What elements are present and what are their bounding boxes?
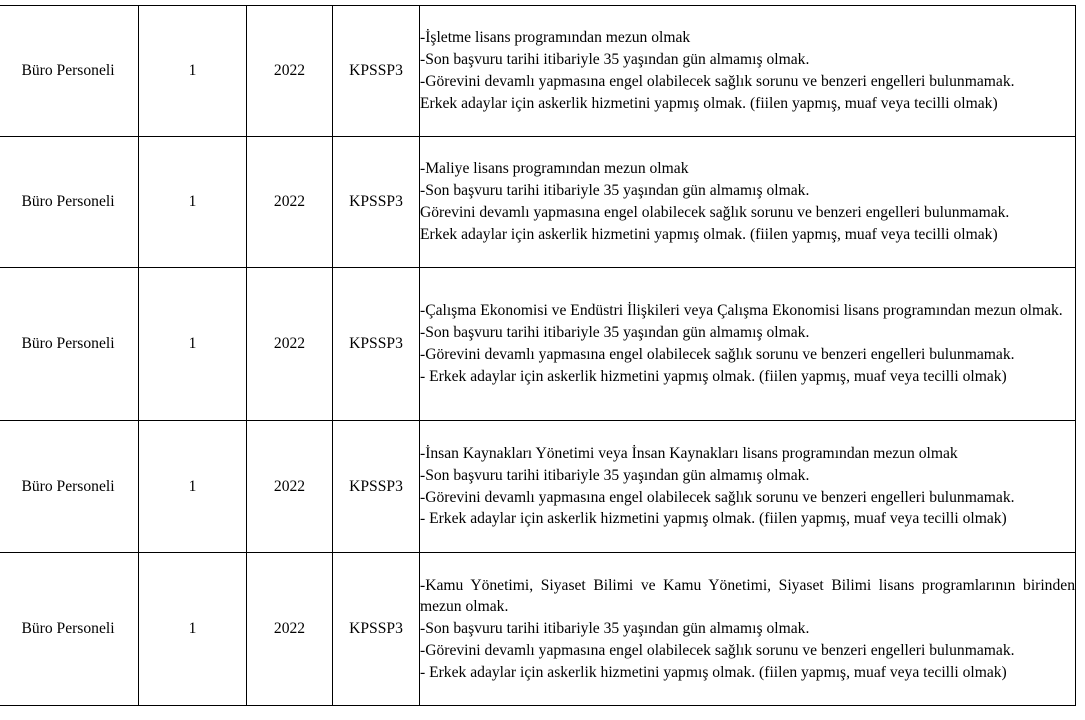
requirement-line: -İşletme lisans programından mezun olmak <box>420 29 691 47</box>
exam-cell: KPSSP3 <box>333 137 420 268</box>
year-cell: 2022 <box>247 268 333 421</box>
requirement-line: -Görevini devamlı yapmasına engel olabilecek sağlık sorunu ve benzeri engelleri bulunmamak. <box>420 346 1015 363</box>
count-cell: 1 <box>139 268 247 421</box>
requirement-line: - Erkek adaylar için askerlik hizmetini yapmış olmak. (fiilen yapmış, muaf veya tecilli olmak) <box>420 510 1007 528</box>
job-requirements-table <box>0 5 1076 706</box>
requirements-cell <box>420 137 1076 268</box>
count-cell: 1 <box>139 6 247 137</box>
requirement-line: - Erkek adaylar için askerlik hizmetini yapmış olmak. (fiilen yapmış, muaf veya tecilli olmak) <box>420 663 1007 681</box>
position-cell: Büro Personeli <box>0 6 139 137</box>
requirement-line: - Erkek adaylar için askerlik hizmetini yapmış olmak. (fiilen yapmış, muaf veya tecilli olmak) <box>420 367 1007 385</box>
table-row <box>0 6 1076 137</box>
position-cell: Büro Personeli <box>0 268 139 421</box>
requirement-line: -Çalışma Ekonomisi ve Endüstri İlişkileri veya Çalışma Ekonomisi lisans programından mezun olmak. <box>420 302 1063 320</box>
year-cell: 2022 <box>247 6 333 137</box>
requirement-line: Erkek adaylar için askerlik hizmetini yapmış olmak. (fiilen yapmış, muaf veya tecilli olmak) <box>420 94 998 112</box>
document-page <box>0 5 1085 706</box>
requirement-line: -Son başvuru tarihi itibariyle 35 yaşından gün almamış olmak. <box>420 51 810 69</box>
table-row <box>0 137 1076 268</box>
table-row <box>0 421 1076 553</box>
exam-cell: KPSSP3 <box>333 421 420 553</box>
exam-cell: KPSSP3 <box>333 6 420 137</box>
requirements-cell <box>420 268 1076 421</box>
count-cell: 1 <box>139 137 247 268</box>
exam-cell: KPSSP3 <box>333 553 420 706</box>
requirement-line: -Son başvuru tarihi itibariyle 35 yaşından gün almamış olmak. <box>420 324 810 342</box>
requirement-line: -Son başvuru tarihi itibariyle 35 yaşından gün almamış olmak. <box>420 182 810 200</box>
requirement-line: Görevini devamlı yapmasına engel olabilecek sağlık sorunu ve benzeri engelleri bulunmamak. <box>420 204 1010 221</box>
year-cell: 2022 <box>247 553 333 706</box>
requirement-line: -Kamu Yönetimi, Siyaset Bilimi ve Kamu Yönetimi, Siyaset Bilimi lisans programlarının birinden mezun olmak. <box>420 576 1075 616</box>
requirement-line: -Son başvuru tarihi itibariyle 35 yaşından gün almamış olmak. <box>420 466 810 484</box>
position-cell: Büro Personeli <box>0 137 139 268</box>
requirement-line: -Maliye lisans programından mezun olmak <box>420 160 689 178</box>
requirement-line: -Görevini devamlı yapmasına engel olabilecek sağlık sorunu ve benzeri engelleri bulunmamak. <box>420 641 1015 659</box>
requirement-line: -Görevini devamlı yapmasına engel olabilecek sağlık sorunu ve benzeri engelleri bulunmamak. <box>420 488 1015 506</box>
requirement-line: -Son başvuru tarihi itibariyle 35 yaşından gün almamış olmak. <box>420 620 810 638</box>
year-cell: 2022 <box>247 137 333 268</box>
table-row <box>0 553 1076 706</box>
table-row <box>0 268 1076 421</box>
requirement-line: -İnsan Kaynakları Yönetimi veya İnsan Kaynakları lisans programından mezun olmak <box>420 444 958 462</box>
requirements-cell <box>420 553 1076 706</box>
requirements-cell <box>420 421 1076 553</box>
position-cell: Büro Personeli <box>0 553 139 706</box>
requirement-line: Erkek adaylar için askerlik hizmetini yapmış olmak. (fiilen yapmış, muaf veya tecilli olmak) <box>420 225 998 243</box>
count-cell: 1 <box>139 553 247 706</box>
requirements-cell <box>420 6 1076 137</box>
exam-cell: KPSSP3 <box>333 268 420 421</box>
count-cell: 1 <box>139 421 247 553</box>
year-cell: 2022 <box>247 421 333 553</box>
position-cell: Büro Personeli <box>0 421 139 553</box>
requirement-line: -Görevini devamlı yapmasına engel olabilecek sağlık sorunu ve benzeri engelleri bulunmamak. <box>420 73 1015 90</box>
